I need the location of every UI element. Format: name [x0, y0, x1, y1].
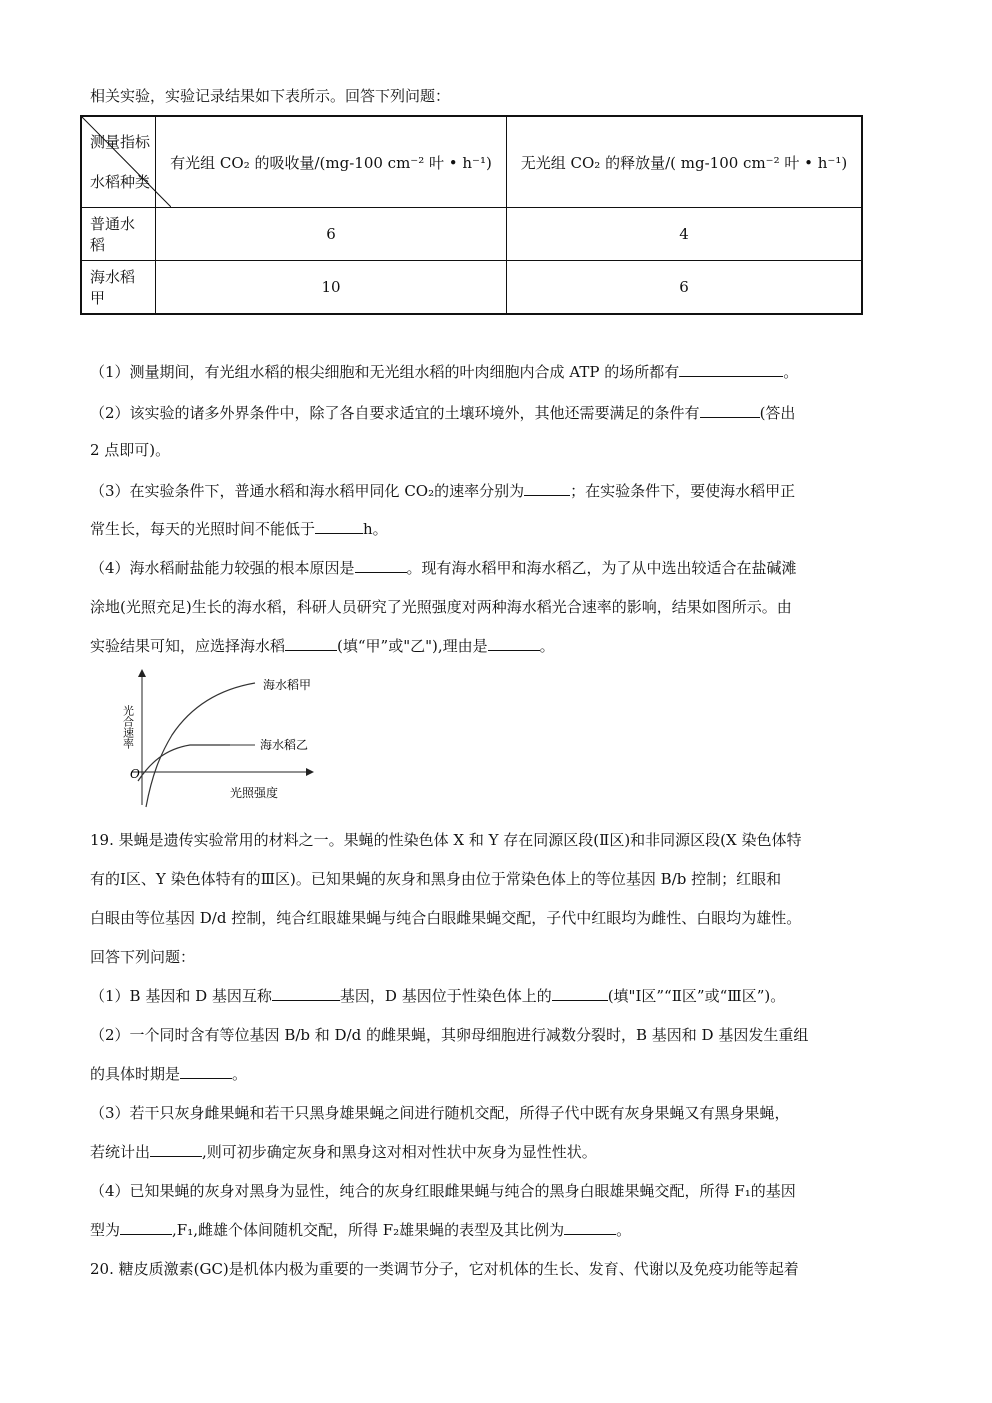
table-row	[81, 208, 862, 261]
q18-part3-cont	[90, 519, 388, 539]
q19-stem-line4: 回答下列问题：	[90, 948, 196, 966]
q18-p4c-mid: (填“甲”或"乙"),理由是	[337, 637, 488, 655]
q18-p4c-end: 。	[539, 637, 555, 655]
q18-p3-text: （3）在实验条件下，普通水稻和海水稻甲同化 CO₂的速率分别为	[90, 482, 525, 500]
q18-part4-cont: 涂地(光照充足)生长的海水稻，科研人员研究了光照强度对两种海水稻光合速率的影响，结果如图所示。由	[90, 598, 792, 616]
q19-part1	[90, 986, 785, 1006]
cell-value: 6	[507, 261, 863, 315]
x-axis-label: 光照强度	[230, 786, 279, 800]
q19-part4-cont	[90, 1220, 631, 1240]
q18-p2-text: （2）该实验的诸多外界条件中，除了各自要求适宜的土壤环境外，其他还需要满足的条件有	[90, 404, 700, 422]
answer-blank	[524, 481, 570, 496]
corner-top-label: 测量指标	[90, 133, 151, 151]
cell-value: 4	[507, 208, 863, 261]
answer-blank	[285, 636, 337, 651]
series-a-label: 海水稻甲	[263, 678, 312, 692]
q18-p2-end: (答出	[759, 404, 796, 422]
photosynthesis-graph	[110, 665, 340, 810]
q19-part3: （3）若干只灰身雌果蝇和若干只黑身雄果蝇之间进行随机交配，所得子代中既有灰身果蝇又有黑身果蝇，	[90, 1104, 790, 1122]
answer-blank	[120, 1220, 172, 1235]
q18-p4-text: （4）海水稻耐盐能力较强的根本原因是	[90, 559, 355, 577]
q19-part2: （2）一个同时含有等位基因 B/b 和 D/d 的雌果蝇，其卵母细胞进行减数分裂时，B 基因和 D 基因发生重组	[90, 1026, 809, 1044]
q19-p4b-text: 型为	[90, 1221, 121, 1239]
q19-p2b-end: 。	[232, 1065, 248, 1083]
q18-p4c-text: 实验结果可知，应选择海水稻	[90, 637, 286, 655]
q19-p3b-end: ,则可初步确定灰身和黑身这对相对性状中灰身为显性性状。	[202, 1143, 597, 1161]
row-name: 普通水稻	[81, 208, 156, 261]
series-b-label: 海水稻乙	[260, 738, 309, 752]
answer-blank	[564, 1220, 616, 1235]
col1-header: 有光组 CO₂ 的吸收量/(mg‐100 cm⁻² 叶 • h⁻¹)	[156, 116, 507, 208]
cell-value: 10	[156, 261, 507, 315]
q19-part4: （4）已知果蝇的灰身对黑身为显性，纯合的灰身红眼雌果蝇与纯合的黑身白眼雄果蝇交配，所得 F₁的基因	[90, 1182, 796, 1200]
q19-p1-text: （1）B 基因和 D 基因互称	[90, 987, 272, 1005]
answer-blank	[679, 362, 783, 377]
col2-header: 无光组 CO₂ 的释放量/( mg‐100 cm⁻² 叶 • h⁻¹)	[507, 116, 863, 208]
q20-stem-line1: 20. 糖皮质激素(GC)是机体内极为重要的一类调节分子，它对机体的生长、发育、代谢以及免疫功能等起着	[90, 1260, 799, 1278]
corner-bottom-label: 水稻种类	[90, 173, 151, 191]
answer-blank	[150, 1142, 202, 1157]
q19-part2-cont	[90, 1064, 247, 1084]
q19-p3b-text: 若统计出	[90, 1143, 151, 1161]
origin-label: O	[130, 767, 140, 781]
y-axis-label: 光合速率	[121, 705, 135, 749]
results-table	[80, 115, 863, 315]
q19-part3-cont	[90, 1142, 597, 1162]
q18-part1	[90, 362, 798, 382]
q19-p4b-end: 。	[616, 1221, 632, 1239]
answer-blank	[180, 1064, 232, 1079]
q18-part4	[90, 558, 797, 578]
q18-part3	[90, 481, 795, 501]
q18-part2-cont: 2 点即可)。	[90, 441, 171, 459]
answer-blank	[552, 986, 608, 1001]
q18-p3b-text: 常生长，每天的光照时间不能低于	[90, 520, 316, 538]
q19-p2b-text: 的具体时期是	[90, 1065, 181, 1083]
q18-part4-cont2	[90, 636, 555, 656]
q19-stem-line2: 有的Ⅰ区、Y 染色体特有的Ⅲ区)。已知果蝇的灰身和黑身由位于常染色体上的等位基因 B/b 控制；红眼和	[90, 870, 782, 888]
row-name: 海水稻甲	[81, 261, 156, 315]
series-b-curve	[138, 745, 230, 781]
q19-stem-line1: 19. 果蝇是遗传实验常用的材料之一。果蝇的性染色体 X 和 Y 存在同源区段(Ⅱ区)和非同源区段(X 染色体特	[90, 831, 802, 849]
answer-blank	[315, 519, 363, 534]
q18-p4-end: 。现有海水稻甲和海水稻乙，为了从中选出较适合在盐碱滩	[406, 559, 797, 577]
q18-p3-mid: ；在实验条件下，要使海水稻甲正	[570, 482, 796, 500]
q19-stem-line3: 白眼由等位基因 D/d 控制，纯合红眼雄果蝇与纯合白眼雌果蝇交配，子代中红眼均为雌性、白眼均为雄性。	[90, 909, 802, 927]
table-corner-cell	[81, 116, 156, 208]
answer-blank	[488, 636, 540, 651]
answer-blank	[700, 403, 760, 418]
intro-text: 相关实验，实验记录结果如下表所示。回答下列问题：	[90, 87, 451, 105]
q19-p4b-mid: ,F₁,雌雄个体间随机交配，所得 F₂雄果蝇的表型及其比例为	[172, 1221, 565, 1239]
q18-p1-text: （1）测量期间，有光组水稻的根尖细胞和无光组水稻的叶肉细胞内合成 ATP 的场所都有	[90, 363, 680, 381]
q18-p1-end: 。	[783, 363, 799, 381]
answer-blank	[355, 558, 407, 573]
q19-p1-end: (填"Ⅰ区”“Ⅱ区”或“Ⅲ区”)。	[607, 987, 786, 1005]
table-row	[81, 261, 862, 315]
cell-value: 6	[156, 208, 507, 261]
answer-blank	[272, 986, 340, 1001]
q18-part2	[90, 403, 795, 423]
q19-p1-mid: 基因，D 基因位于性染色体上的	[339, 987, 552, 1005]
q18-p3b-end: h。	[363, 520, 388, 538]
